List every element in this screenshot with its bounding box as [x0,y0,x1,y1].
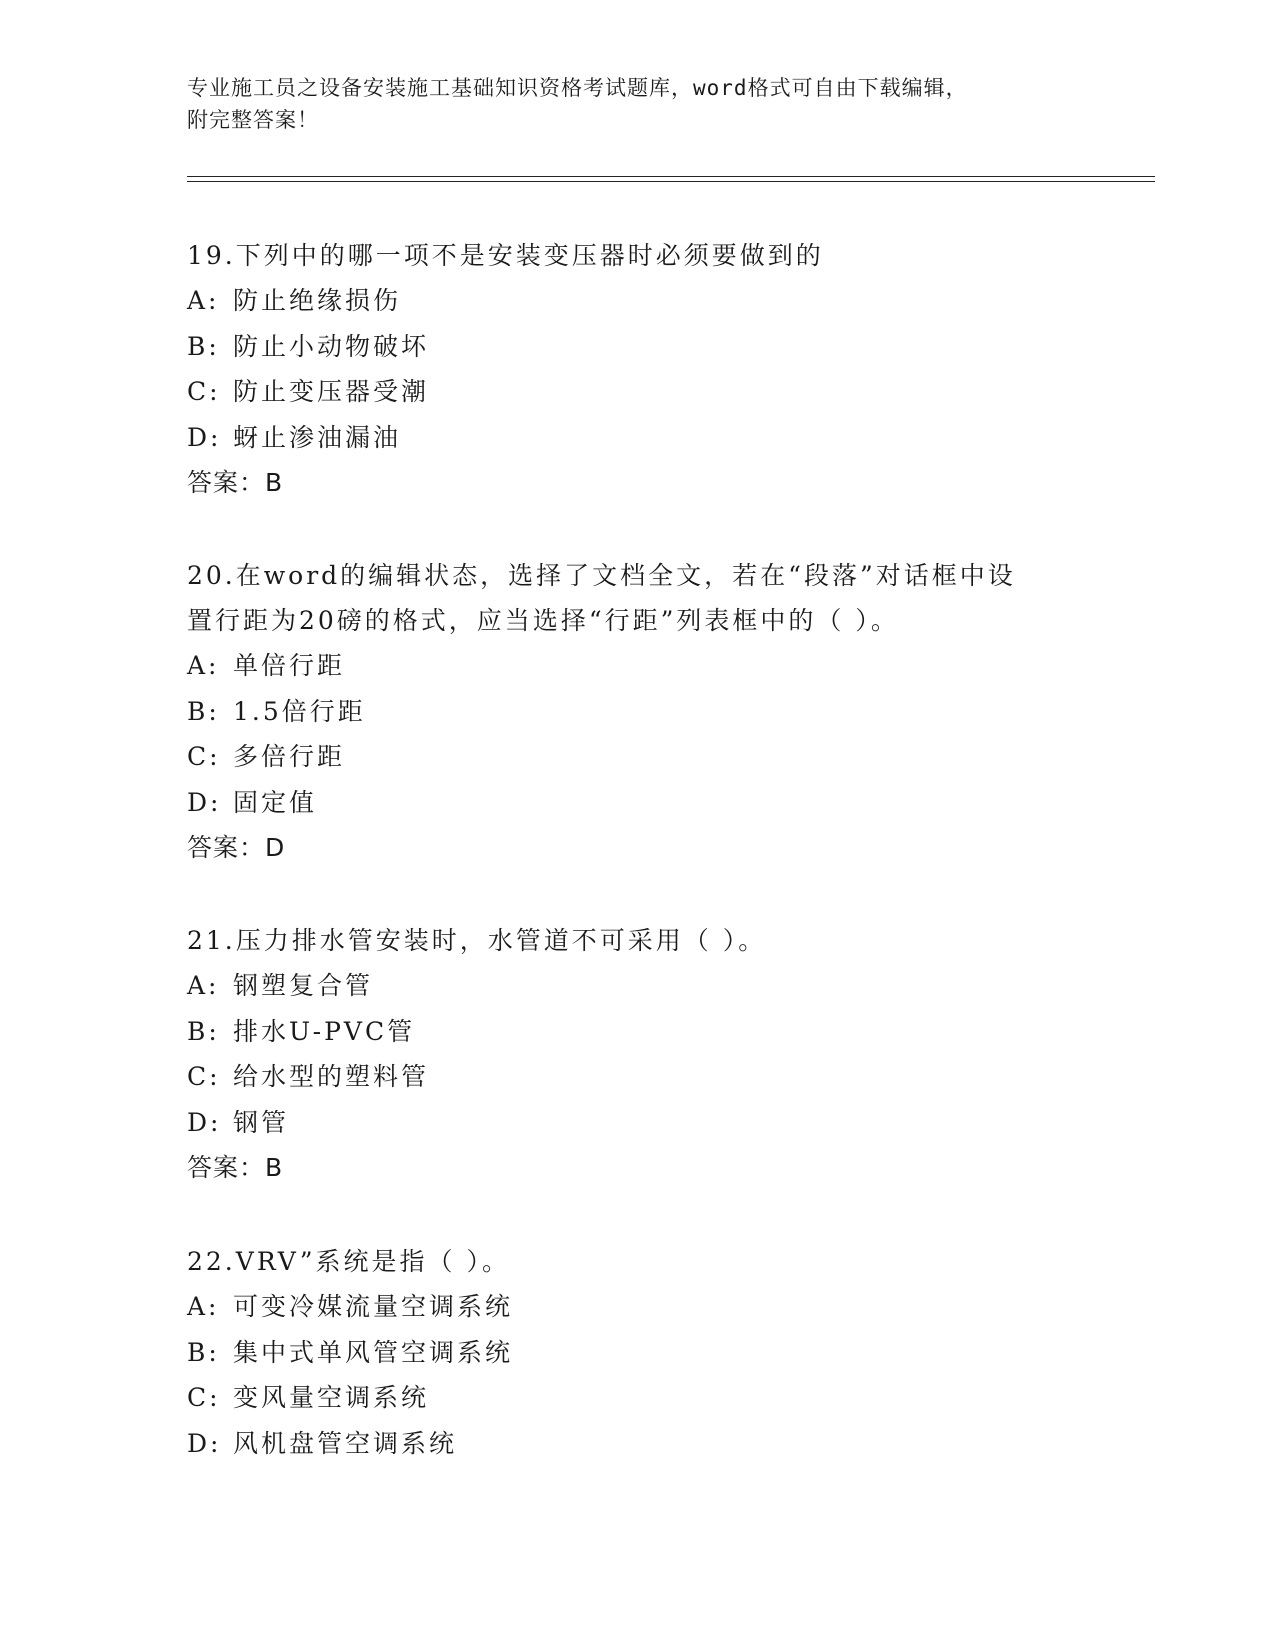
header-divider-top [187,176,1155,177]
option-d [187,1421,1087,1467]
option-text: 集中式单风管空调系统 [233,1337,514,1367]
option-text: 钢塑复合管 [233,971,374,1000]
option-key: D: [187,1107,222,1137]
option-key: B: [187,1016,220,1046]
option-key: C: [187,377,221,406]
question-title: 22.VRV”系统是指（ ）。 [187,1247,510,1276]
option-b [187,1330,1087,1376]
option-text: 多倍行距 [233,742,346,771]
question-21 [187,918,1087,1190]
option-key: C: [187,742,221,771]
option-key: B: [187,1337,220,1367]
option-text: 排水U-PVC管 [233,1016,416,1046]
option-d [187,780,1087,826]
question-22 [187,1239,1087,1466]
option-text: 防止小动物破坏 [233,331,430,361]
option-key: A: [187,971,220,1000]
option-d [187,1100,1087,1146]
question-19 [187,233,1087,505]
option-text: 蚜止渗油漏油 [233,422,402,452]
option-key: D: [187,787,222,817]
answer-line: 答案：B [187,468,284,497]
option-b [187,324,1087,370]
option-key: C: [187,1383,221,1412]
question-20 [187,553,1087,870]
option-d [187,415,1087,461]
option-b [187,689,1087,735]
answer-line: 答案：D [187,833,286,862]
document-header [187,72,1087,136]
option-a [187,643,1087,689]
option-text: 固定值 [233,787,318,817]
option-key: B: [187,696,220,726]
option-c [187,1375,1087,1421]
question-title: 20.在word的编辑状态，选择了文档全文，若在“段落”对话框中设置行距为20磅的格式，应当选择“行距”列表框中的（ ）。 [187,561,1016,635]
option-text: 单倍行距 [233,651,346,680]
option-a [187,963,1087,1009]
option-key: A: [187,651,220,680]
header-line-1: 专业施工员之设备安装施工基础知识资格考试题库，word格式可自由下载编辑， [187,76,968,100]
answer-line: 答案：B [187,1153,284,1182]
option-text: 1.5倍行距 [233,696,366,726]
option-text: 变风量空调系统 [233,1383,430,1412]
question-title: 19.下列中的哪一项不是安装变压器时必须要做到的 [187,241,824,270]
option-b [187,1009,1087,1055]
option-a [187,278,1087,324]
option-key: C: [187,1062,221,1091]
option-c [187,734,1087,780]
option-text: 防止绝缘损伤 [233,286,402,315]
option-key: D: [187,1428,222,1458]
option-c [187,1054,1087,1100]
option-text: 可变冷媒流量空调系统 [233,1292,514,1321]
option-key: A: [187,286,220,315]
option-text: 钢管 [233,1107,290,1137]
question-title: 21.压力排水管安装时，水管道不可采用（ ）。 [187,926,767,955]
option-key: A: [187,1292,220,1321]
option-c [187,369,1087,415]
option-a [187,1284,1087,1330]
header-line-2: 附完整答案！ [187,108,319,132]
option-text: 给水型的塑料管 [233,1062,430,1091]
option-text: 风机盘管空调系统 [233,1428,458,1458]
option-key: B: [187,331,220,361]
header-divider-bottom [187,181,1155,182]
option-text: 防止变压器受潮 [233,377,430,406]
option-key: D: [187,422,222,452]
